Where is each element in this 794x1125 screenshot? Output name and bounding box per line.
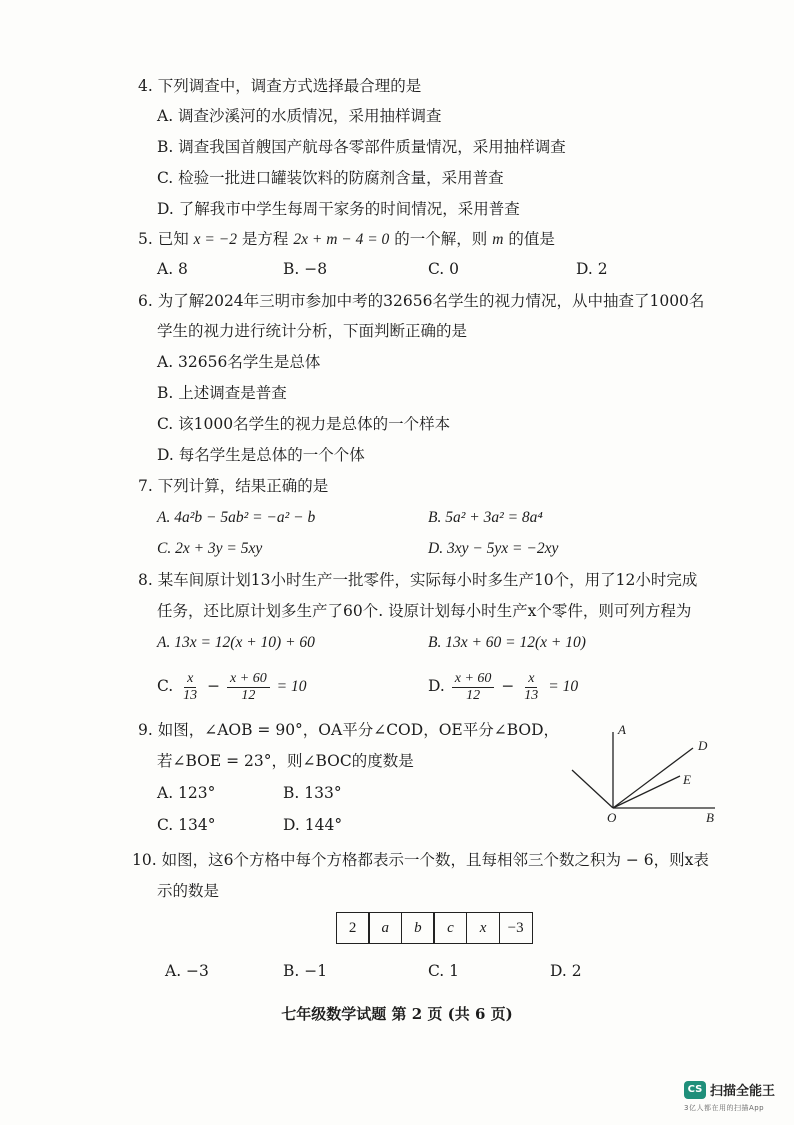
q6-option-a: A. 32656名学生是总体	[157, 353, 321, 371]
watermark-name: 扫描全能王	[710, 1084, 776, 1099]
q9-option-c: C. 134°	[157, 816, 216, 834]
q4-option-a: A. 调查沙溪河的水质情况，采用抽样调查	[157, 107, 442, 125]
grid-cell: −3	[499, 912, 533, 944]
q5-stem-end: 的值是	[508, 230, 555, 248]
q7-option-b: B. 5a² + 3a² = 8a⁴	[428, 509, 543, 526]
grid-cell: 2	[336, 912, 370, 944]
q5-stem-post: 的一个解，则	[394, 230, 488, 248]
label-d: D	[698, 738, 708, 753]
q6-option-b: B. 上述调查是普查	[157, 384, 287, 402]
q8-option-b: B. 13x + 60 = 12(x + 10)	[428, 634, 586, 651]
q4-option-c: C. 检验一批进口罐装饮料的防腐剂含量，采用普查	[157, 169, 504, 187]
q6-option-d: D. 每名学生是总体的一个个体	[157, 446, 365, 464]
label-b: B	[706, 810, 714, 825]
q6-stem-line1: 6. 为了解2024年三明市参加中考的32656名学生的视力情况，从中抽查了1000名	[138, 292, 705, 310]
grid-cell: x	[466, 912, 500, 944]
q8-d-rhs: = 10	[548, 678, 579, 695]
q8-option-a: A. 13x = 12(x + 10) + 60	[157, 634, 315, 651]
q9-stem-line1: 9. 如图，∠AOB = 90°，OA平分∠COD，OE平分∠BOD，	[138, 721, 560, 739]
q5-math-3: m	[492, 231, 504, 248]
ray-od	[613, 748, 693, 808]
q7-option-a: A. 4a²b − 5ab² = −a² − b	[157, 509, 316, 526]
q8-d-den-2: 13	[524, 687, 539, 703]
q7-option-d: D. 3xy − 5yx = −2xy	[428, 540, 559, 557]
q10-option-b: B. −1	[283, 962, 328, 980]
q4-stem: 4. 下列调查中，调查方式选择最合理的是	[138, 77, 422, 95]
q4-option-d: D. 了解我市中学生每周干家务的时间情况，采用普查	[157, 200, 520, 218]
q5-option-c: C. 0	[428, 260, 460, 278]
watermark-subtitle: 3亿人都在用的扫描App	[684, 1104, 765, 1112]
q8-c-fraction-2	[227, 671, 270, 704]
grid-cell: c	[433, 912, 467, 944]
number-grid	[337, 912, 533, 944]
q10-stem-line2: 示的数是	[157, 882, 220, 900]
q10-option-a: A. −3	[165, 962, 209, 980]
q8-c-den-2: 12	[241, 687, 256, 703]
q5-math-1: x = −2	[193, 231, 237, 248]
cs-logo-icon: CS	[684, 1081, 706, 1099]
q8-d-num-2: x	[525, 671, 537, 688]
q6-option-c: C. 该1000名学生的视力是总体的一个样本	[157, 415, 451, 433]
q5-option-b: B. −8	[283, 260, 328, 278]
q8-d-den-1: 12	[466, 687, 481, 703]
label-a: A	[618, 722, 626, 737]
q10-option-d: D. 2	[550, 962, 582, 980]
q7-stem: 7. 下列计算，结果正确的是	[138, 477, 329, 495]
q8-d-num-1: x + 60	[452, 671, 495, 688]
q8-stem-line2: 任务，还比原计划多生产了60个. 设原计划每小时生产x个零件，则可列方程为	[157, 602, 692, 620]
q8-d-fraction-1	[452, 671, 495, 704]
q5-stem	[138, 229, 555, 250]
q5-math-2: 2x + m − 4 = 0	[293, 231, 390, 248]
label-e: E	[683, 772, 691, 787]
grid-cell: b	[401, 912, 435, 944]
q8-c-num-1: x	[184, 671, 196, 688]
q5-option-a: A. 8	[157, 260, 188, 278]
q8-c-operator: −	[207, 677, 221, 695]
q9-option-b: B. 133°	[283, 784, 342, 802]
q10-stem-line1: 10. 如图，这6个方格中每个方格都表示一个数，且每相邻三个数之积为 − 6，则x表	[132, 851, 709, 869]
q8-option-c	[157, 668, 307, 705]
q8-d-operator: −	[501, 677, 515, 695]
q7-option-c: C. 2x + 3y = 5xy	[157, 540, 263, 557]
q5-stem-pre: 5. 已知	[138, 230, 189, 248]
page-footer: 七年级数学试题 第 2 页 (共 6 页)	[281, 1005, 513, 1023]
q8-c-den-1: 13	[183, 687, 198, 703]
q9-option-d: D. 144°	[283, 816, 343, 834]
ray-oe	[613, 776, 680, 808]
q8-c-label: C.	[157, 677, 174, 695]
q9-option-a: A. 123°	[157, 784, 216, 802]
scanner-watermark	[684, 1080, 775, 1099]
q8-d-label: D.	[428, 677, 445, 695]
q8-d-fraction-2	[521, 671, 541, 704]
angle-figure	[560, 720, 730, 835]
q8-c-rhs: = 10	[276, 678, 307, 695]
ray-oc	[572, 770, 613, 808]
q9-stem-line2: 若∠BOE = 23°，则∠BOC的度数是	[157, 752, 414, 770]
q4-option-b: B. 调查我国首艘国产航母各零部件质量情况，采用抽样调查	[157, 138, 566, 156]
q5-stem-mid: 是方程	[241, 230, 289, 248]
grid-cell: a	[368, 912, 402, 944]
q8-c-num-2: x + 60	[227, 671, 270, 688]
q8-c-fraction-1	[180, 671, 200, 704]
label-o: O	[607, 810, 617, 825]
q8-option-d	[428, 668, 578, 705]
q5-option-d: D. 2	[576, 260, 608, 278]
q8-stem-line1: 8. 某车间原计划13小时生产一批零件，实际每小时多生产10个，用了12小时完成	[138, 571, 698, 589]
q10-option-c: C. 1	[428, 962, 460, 980]
q6-stem-line2: 学生的视力进行统计分析，下面判断正确的是	[157, 322, 468, 340]
